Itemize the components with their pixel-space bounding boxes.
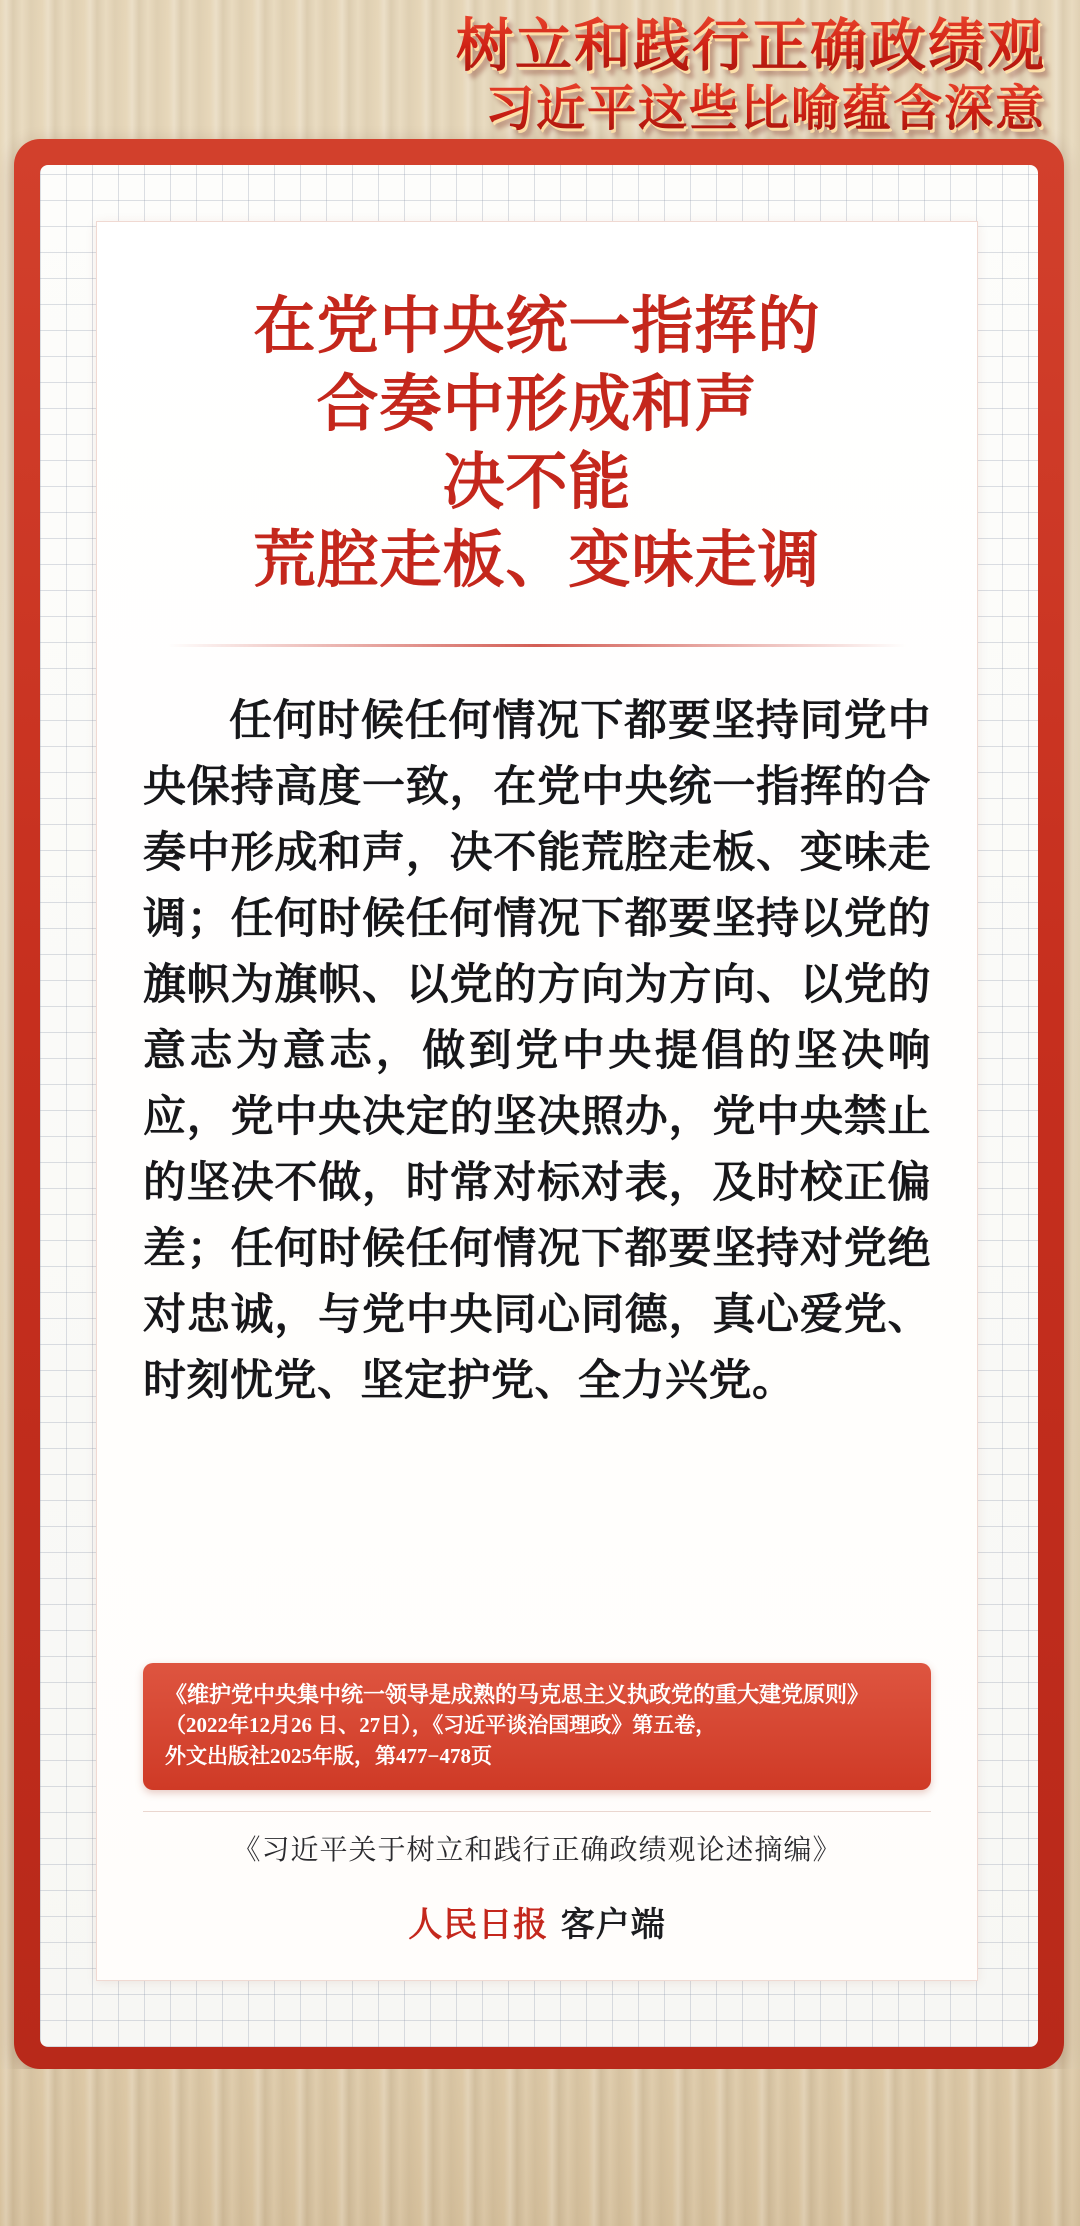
headline (143, 288, 931, 600)
source-citation-box (143, 1663, 931, 1790)
quote-card-frame (14, 139, 1064, 2069)
headline-line-4: 荒腔走板、变味走调 (253, 527, 821, 595)
headline-divider (167, 644, 907, 647)
poster-header (420, 0, 1080, 150)
headline-line-2: 合奏中形成和声 (316, 371, 758, 439)
header-title-line-1: 树立和践行正确政绩观 (420, 14, 1046, 80)
book-note: 《习近平关于树立和践行正确政绩观论述摘编》 (232, 1835, 842, 1866)
source-line-2: （2022年12月26 日、27日），《习近平谈治国理政》第五卷， (165, 1713, 717, 1737)
publisher-client-label: 客户端 (560, 1907, 666, 1944)
quote-body-text: 任何时候任何情况下都要坚持同党中央保持高度一致，在党中央统一指挥的合奏中形成和声，决不能荒腔走板、变味走调；任何时候任何情况下都要坚持以党的旗帜为旗帜、以党的方向为方向、以党的意志为意志，做到党中央提倡的坚决响应，党中央决定的坚决照办，党中央禁止的坚决不做，时常对标对表，及时校正偏差；任何时候任何情况下都要坚持对党绝对忠诚，与党中央同心同德，真心爱党、时刻忧党、坚定护党、全力兴党。 (143, 698, 931, 1405)
publisher-brand-label: 人民日报 (408, 1907, 549, 1944)
grid-paper-background (40, 165, 1038, 2047)
headline-line-1: 在党中央统一指挥的 (253, 293, 821, 361)
source-line-3: 外文出版社2025年版，第477−478页 (165, 1744, 492, 1768)
content-sheet (96, 221, 978, 1981)
header-title-line-2: 习近平这些比喻蕴含深意 (420, 80, 1046, 138)
headline-line-3: 决不能 (442, 449, 632, 517)
source-line-1: 《维护党中央集中统一领导是成熟的马克思主义执政党的重大建党原则》 (165, 1682, 870, 1707)
publisher-logo (97, 1897, 977, 1946)
book-note-rule (143, 1811, 931, 1812)
bottom-wood-strip (0, 2069, 1080, 2226)
